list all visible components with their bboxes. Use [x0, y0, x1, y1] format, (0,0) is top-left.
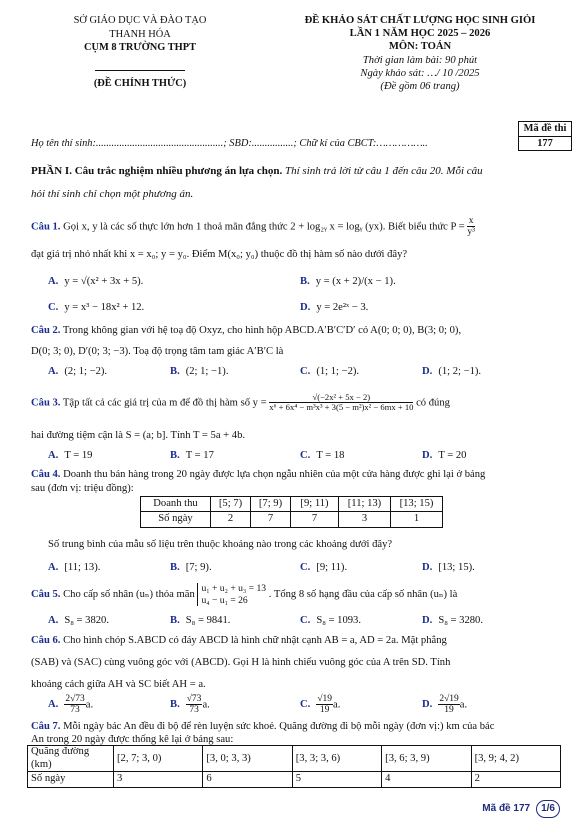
exam-round: LẦN 1 NĂM HỌC 2025 – 2026 [349, 28, 491, 40]
table-cell: 3 [114, 772, 203, 787]
province-name: THANH HÓA [109, 28, 171, 40]
question-6-label: Câu 6. [31, 635, 61, 646]
page-count-note: (Đề gồm 06 trang) [380, 81, 460, 93]
department-name: SỞ GIÁO DỤC VÀ ĐÀO TẠO [73, 15, 207, 26]
question-3-stem: Tập tất cả các giá trị của m để đồ thị hàm số y = [62, 397, 267, 409]
exam-code-label: Mã đề thi [523, 123, 567, 134]
question-1-text [31, 216, 561, 238]
q5-option-d[interactable]: D. S₈ = 3280. [422, 615, 484, 626]
question-3-label: Câu 3. [31, 397, 61, 409]
q6-option-b[interactable]: B. $\frac{√73}{73}$ a. [170, 694, 210, 716]
table-cell: [13; 15) [391, 497, 443, 512]
header-divider [95, 70, 185, 71]
question-5-stem: Cho cấp số nhân (uₙ) thỏa mãn [63, 588, 195, 600]
q3-option-b[interactable]: B. T = 17 [170, 450, 214, 461]
question-6-stem-2: (SAB) và (SAC) cùng vuông góc với (ABCD). Gọi H là hình chiếu vuông góc của A trên SD. Tính [31, 657, 451, 668]
page-footer [482, 800, 560, 818]
table-cell: [3, 9; 4, 2) [471, 746, 560, 772]
table-cell: [3, 6; 3, 9) [382, 746, 471, 772]
question-3-stem-tail: có đúng [416, 397, 450, 409]
table-cell: 5 [292, 772, 381, 787]
table-cell: 6 [203, 772, 292, 787]
q4-option-d[interactable]: D. [13; 15). [422, 562, 475, 573]
part1-heading [31, 164, 561, 179]
cluster-name: CỤM 8 TRƯỜNG THPT [83, 42, 197, 54]
question-2-stem-2: D(0; 3; 0), D′(0; 3; −3). Toạ độ trọng tâm tam giác A′B′C là [31, 346, 284, 357]
question-5-label: Câu 5. [31, 588, 61, 600]
q3-option-d[interactable]: D. T = 20 [422, 450, 467, 461]
question-4-stem: Doanh thu bán hàng trong 20 ngày được lựa chọn ngẫu nhiên của một cửa hàng được ghi lại ở bảng [63, 469, 486, 480]
question-5-system: u₁ + u₂ + u₃ = 13 u₄ − u₁ = 26 [197, 583, 266, 606]
q1-option-c[interactable]: C. y = x³ − 18x² + 12. [48, 302, 145, 313]
table-cell: 2 [211, 512, 251, 527]
table-cell: [3, 0; 3, 3) [203, 746, 292, 772]
table-cell: [5; 7) [211, 497, 251, 512]
q4-option-b[interactable]: B. [7; 9). [170, 562, 212, 573]
table-row [28, 746, 561, 772]
question-6-text [31, 634, 561, 648]
question-1-fraction: $\frac{x}{\text{y³}}$ [467, 216, 475, 238]
question-1-stem-2: đạt giá trị nhỏ nhất khi x = x₀; y = y₀. Điểm M(x₀; y₀) thuộc đồ thị hàm số nào dưới đây? [31, 249, 408, 260]
table-cell: 7 [251, 512, 291, 527]
table-cell: [9; 11) [291, 497, 339, 512]
table-row [141, 497, 443, 512]
question-4-stem-2: sau (đơn vị: triệu đồng): [31, 483, 134, 494]
question-6-stem-3: khoảng cách giữa AH và SC biết AH = a. [31, 679, 206, 690]
table-row-header: Quãng đường (km) [28, 746, 114, 772]
table-row [28, 772, 561, 787]
table-cell: [7; 9) [251, 497, 291, 512]
question-7-label: Câu 7. [31, 721, 61, 732]
q1-option-d[interactable]: D. y = 2e²ˣ − 3. [300, 302, 369, 313]
student-info-line: Họ tên thí sinh:.................................................; SBD:................; Chữ kí của CBCT:…………….. [31, 138, 428, 149]
header-right [265, 14, 575, 93]
q6-option-a[interactable]: A. $\frac{2√73}{73}$ a. [48, 694, 94, 716]
q2-option-b[interactable]: B. (2; 1; −1). [170, 366, 229, 377]
table-cell: 2 [471, 772, 560, 787]
question-4-label: Câu 4. [31, 469, 61, 480]
question-3-fraction: $\frac{\text{√(−2x² + 5x − 2)}}{\text{x⁶ + 6x⁴ − m³x³ + 3(5 − m²)x² − 6mx + 10}}$ [269, 392, 414, 413]
question-4-text [31, 468, 561, 482]
q5-option-a[interactable]: A. S₈ = 3820. [48, 615, 110, 626]
question-6-stem: Cho hình chóp S.ABCD có đáy ABCD là hình chữ nhật cạnh AB = a, AD = 2a. Mặt phẳng [63, 635, 447, 646]
q2-option-d[interactable]: D. (1; 2; −1). [422, 366, 482, 377]
q2-option-a[interactable]: A. (2; 1; −2). [48, 366, 108, 377]
exam-duration: Thời gian làm bài: 90 phút [362, 54, 478, 66]
page-number-badge: 1/6 [536, 800, 560, 818]
table-row [141, 512, 443, 527]
question-2-text [31, 324, 561, 338]
table-cell: [2, 7; 3, 0) [114, 746, 203, 772]
q3-option-a[interactable]: A. T = 19 [48, 450, 93, 461]
q6-option-d[interactable]: D. $\frac{2√19}{19}$ a. [422, 694, 468, 716]
official-label: (ĐỀ CHÍNH THỨC) [93, 77, 187, 89]
table-cell: 3 [339, 512, 391, 527]
q6-option-c[interactable]: C. $\frac{√19}{19}$ a. [300, 694, 341, 716]
question-4-stem-3: Số trung bình của mẫu số liệu trên thuộc khoảng nào trong các khoảng dưới đây? [48, 539, 393, 550]
part1-desc-2: hỏi thí sinh chỉ chọn một phương án. [31, 188, 194, 200]
exam-code-value: 177 [519, 136, 571, 151]
revenue-table [140, 496, 443, 528]
question-1-stem: Gọi x, y là các số thực lớn hơn 1 thoả mãn đẳng thức 2 + log₂ᵧ x = logᵧ (yx). Biết biểu thức P = [63, 221, 465, 233]
q3-option-c[interactable]: C. T = 18 [300, 450, 345, 461]
question-3-text [31, 393, 561, 413]
question-1-label: Câu 1. [31, 221, 61, 233]
question-5-stem-tail: . Tổng 8 số hạng đầu của cấp số nhân (uₙ) là [268, 588, 458, 600]
question-7-stem: Mỗi ngày bác An đều đi bộ để rèn luyện sức khoẻ. Quãng đường đi bộ mỗi ngày (đơn vị:) km của bác [63, 721, 495, 732]
table-row-header: Số ngày [28, 772, 114, 787]
table-cell: 4 [382, 772, 471, 787]
table-cell: [11; 13) [339, 497, 391, 512]
table-row-header: Số ngày [141, 512, 211, 527]
q4-option-a[interactable]: A. [11; 13). [48, 562, 101, 573]
table-row-header: Doanh thu [141, 497, 211, 512]
question-7-stem-2: An trong 20 ngày được thống kê lại ở bảng sau: [31, 734, 234, 745]
part1-title: PHẦN I. Câu trắc nghiệm nhiều phương án lựa chọn. [31, 165, 283, 177]
q2-option-c[interactable]: C. (1; 1; −2). [300, 366, 360, 377]
table-cell: 1 [391, 512, 443, 527]
q5-option-c[interactable]: C. S₈ = 1093. [300, 615, 362, 626]
footer-exam-code: Mã đề 177 [482, 803, 531, 814]
exam-title: ĐỀ KHẢO SÁT CHẤT LƯỢNG HỌC SINH GIỎI [304, 15, 536, 26]
part1-desc: Thí sinh trả lời từ câu 1 đến câu 20. Mỗi câu [285, 165, 483, 177]
q1-option-a[interactable]: A. y = √(x² + 3x + 5). [48, 276, 144, 287]
q5-option-b[interactable]: B. S₈ = 9841. [170, 615, 231, 626]
table-cell: [3, 3; 3, 6) [292, 746, 381, 772]
distance-table [27, 745, 561, 788]
question-2-label: Câu 2. [31, 325, 61, 336]
question-5-text [31, 583, 561, 606]
question-3-stem-2: hai đường tiệm cận là S = (a; b]. Tính T = 5a + 4b. [31, 430, 246, 441]
exam-date: Ngày khảo sát: …/ 10 /2025 [360, 67, 480, 79]
q4-option-c[interactable]: C. [9; 11). [300, 562, 348, 573]
q1-option-b[interactable]: B. y = (x + 2)/(x − 1). [300, 276, 396, 287]
header-left [40, 14, 240, 90]
question-2-stem: Trong không gian với hệ toạ độ Oxyz, cho hình hộp ABCD.A′B′C′D′ có A(0; 0; 0), B(3; 0; 0), [62, 325, 462, 336]
table-cell: 7 [291, 512, 339, 527]
exam-subject: MÔN: TOÁN [388, 41, 452, 53]
